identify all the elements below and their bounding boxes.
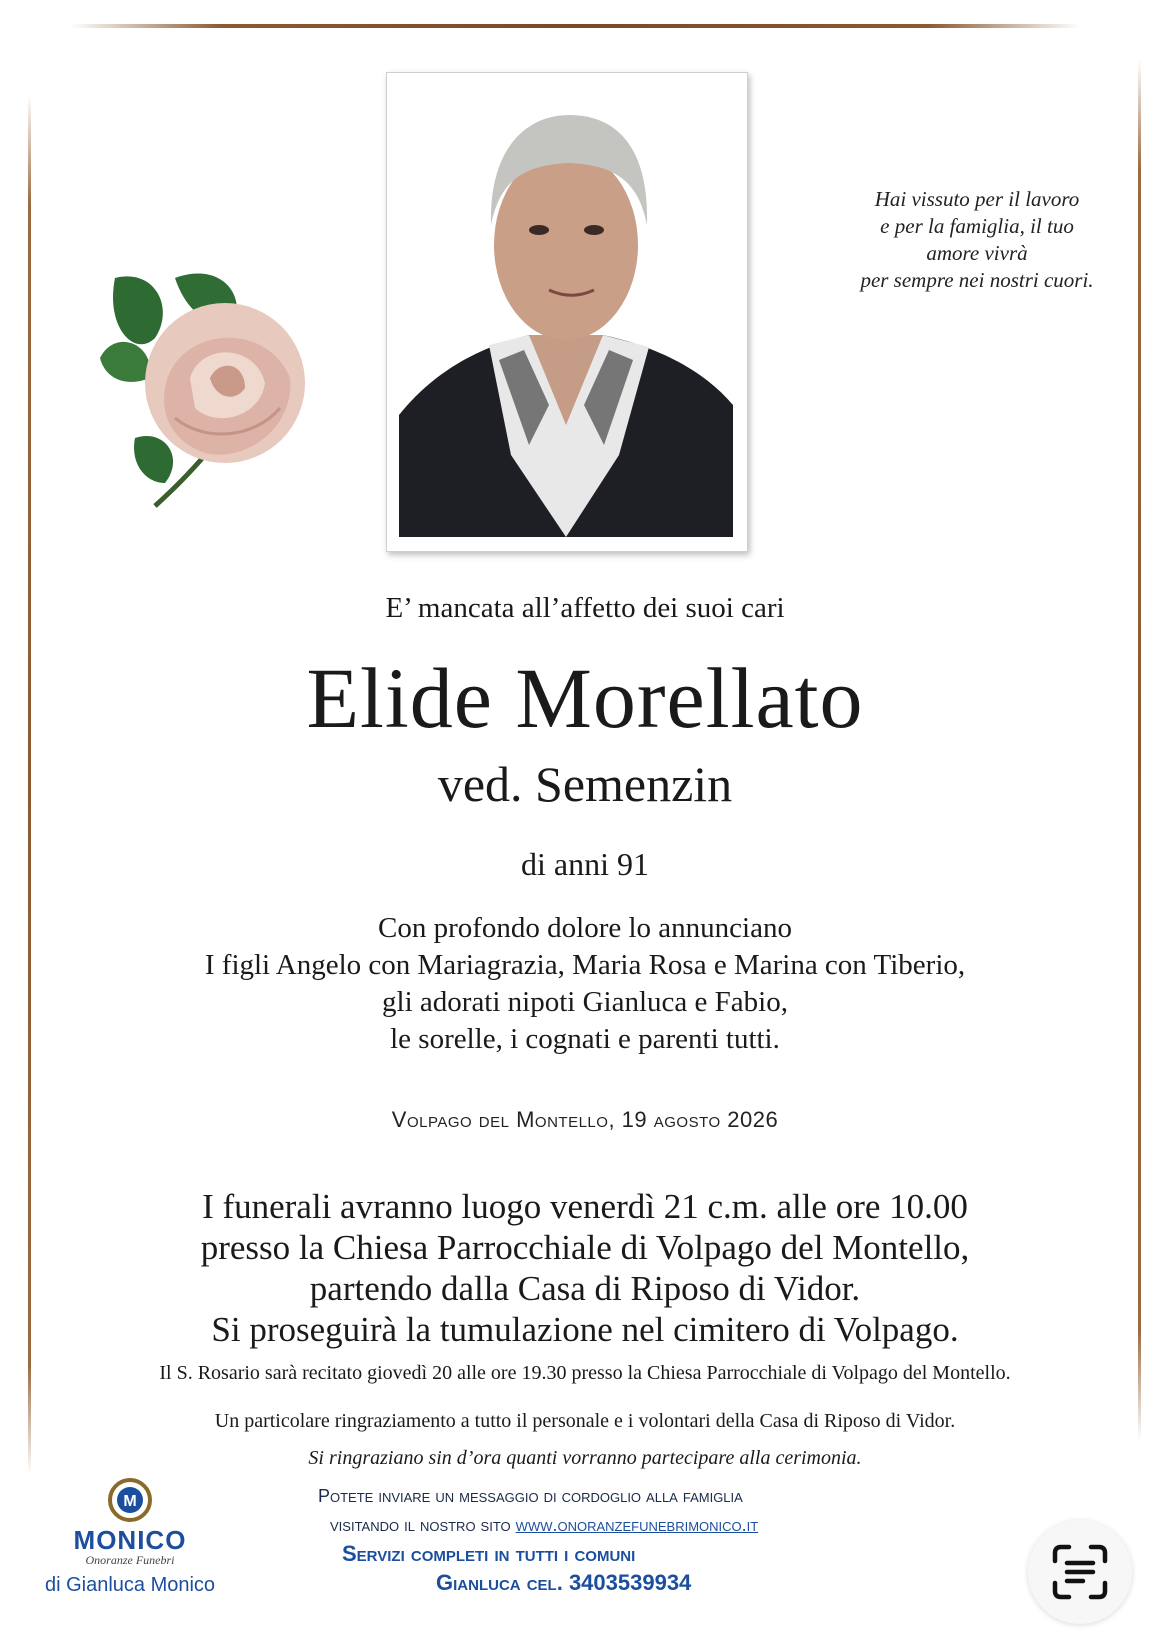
monico-logo (40, 1478, 220, 1597)
rose-icon (95, 268, 325, 513)
text-scan-icon (1051, 1543, 1109, 1601)
funeral-line: presso la Chiesa Parrocchiale di Volpago del Montello, (200, 1228, 970, 1267)
rosary-notice: Il S. Rosario sarà recitato giovedì 20 alle ore 19.30 presso la Chiesa Parrocchiale di Volpago del Montello. (159, 1362, 1011, 1384)
contact-line-phone: Gianluca cel. 3403539934 (436, 1570, 692, 1595)
logo-name: MONICO (73, 1525, 187, 1555)
place-date: Volpago del Montello, 19 agosto 2026 (391, 1107, 779, 1132)
intro-text: E’ mancata all’affetto dei suoi cari (385, 592, 785, 624)
announce-line: Con profondo dolore lo annunciano (378, 912, 792, 944)
funeral-details (0, 1186, 1170, 1350)
frame-top-border (70, 24, 1080, 28)
thanks-notice: Un particolare ringraziamento a tutto il personale e i volontari della Casa di Riposo di Vidor. (214, 1410, 956, 1432)
thanks-italic: Si ringraziano sin d’ora quanti vorranno partecipare alla cerimonia. (308, 1447, 862, 1469)
quote-line: e per la famiglia, il tuo (880, 214, 1074, 238)
website-link[interactable]: www.onoranzefunebrimonico.it (515, 1515, 759, 1535)
funeral-line: I funerali avranno luogo venerdì 21 c.m. alle ore 10.00 (202, 1187, 968, 1226)
memorial-quote (832, 186, 1122, 294)
funeral-line: Si proseguirà la tumulazione nel cimitero di Volpago. (211, 1310, 959, 1349)
announcement (0, 910, 1170, 1058)
deceased-name: Elide Morellato (306, 650, 864, 746)
announce-line: I figli Angelo con Mariagrazia, Maria Rosa e Marina con Tiberio, (204, 949, 966, 981)
logo-owner: di Gianluca Monico (44, 1574, 216, 1596)
contact-line-services: Servizi completi in tutti i comuni (342, 1541, 636, 1566)
quote-line: per sempre nei nostri cuori. (860, 268, 1094, 292)
announce-line: gli adorati nipoti Gianluca e Fabio, (382, 986, 788, 1018)
announce-line: le sorelle, i cognati e parenti tutti. (390, 1023, 780, 1055)
quote-line: amore vivrà (926, 241, 1028, 265)
monico-emblem-icon (105, 1478, 155, 1522)
quote-line: Hai vissuto per il lavoro (874, 187, 1080, 211)
emblem-letter: M (123, 1493, 137, 1510)
funeral-line: partendo dalla Casa di Riposo di Vidor. (309, 1269, 861, 1308)
text-scan-button[interactable] (1028, 1520, 1132, 1624)
site-prefix: visitando il nostro sito (330, 1515, 516, 1535)
contact-line-site (330, 1515, 758, 1536)
portrait-photo (386, 72, 748, 552)
logo-subtitle: Onoranze Funebri (85, 1553, 175, 1567)
deceased-subname: ved. Semenzin (437, 756, 733, 812)
contact-line-message: Potete inviare un messaggio di cordoglio alla famiglia (318, 1486, 743, 1506)
deceased-age: di anni 91 (521, 846, 649, 882)
